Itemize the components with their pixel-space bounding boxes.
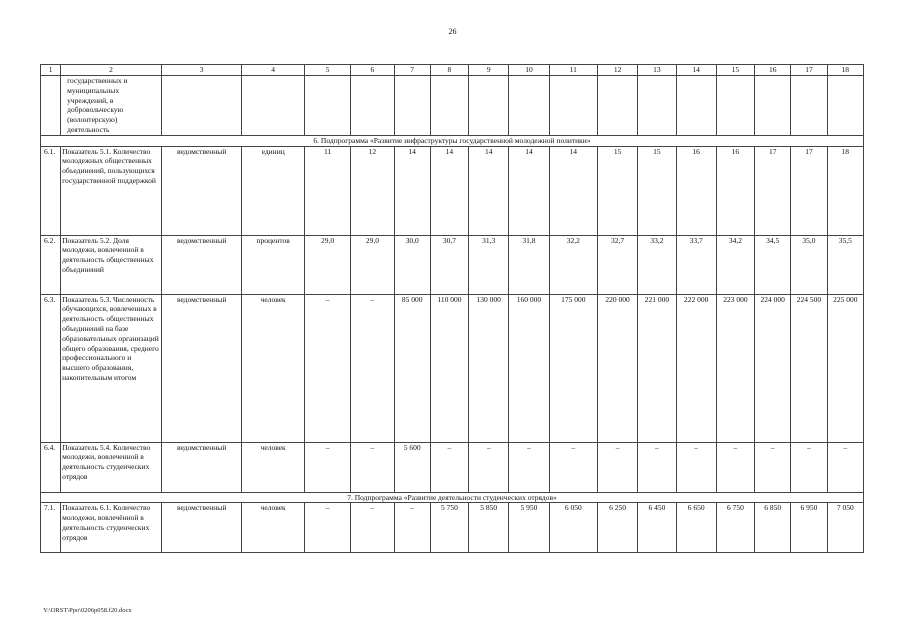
row-number: 6.4. — [41, 442, 61, 492]
value-cell: – — [509, 442, 549, 492]
value-cell: 110 000 — [430, 294, 468, 442]
value-cell: 6 850 — [755, 503, 791, 553]
value-cell: 34,2 — [716, 235, 754, 294]
value-cell: 6 650 — [676, 503, 716, 553]
value-cell: 85 000 — [394, 294, 430, 442]
value-cell: 223 000 — [716, 294, 754, 442]
value-cell: 11 — [304, 146, 350, 235]
col-num-4: 4 — [242, 65, 304, 76]
value-cell: 16 — [676, 146, 716, 235]
indicator-type: ведомственный — [161, 235, 242, 294]
col-num-11: 11 — [549, 65, 597, 76]
value-cell: 222 000 — [676, 294, 716, 442]
indicator-name: Показатель 5.1. Количество молодежных общественных объединений, пользующихся государственной поддержкой — [61, 146, 162, 235]
value-cell: 12 — [351, 146, 394, 235]
value-cell: – — [827, 442, 863, 492]
value-cell: 29,0 — [351, 235, 394, 294]
col-num-10: 10 — [509, 65, 549, 76]
col-num-5: 5 — [304, 65, 350, 76]
value-cell: 35,5 — [827, 235, 863, 294]
col-num-13: 13 — [638, 65, 676, 76]
value-cell: 175 000 — [549, 294, 597, 442]
value-cell: 31,3 — [469, 235, 509, 294]
value-cell: 15 — [597, 146, 637, 235]
value-cell: 14 — [549, 146, 597, 235]
value-cell: 6 950 — [791, 503, 827, 553]
value-cell: 34,5 — [755, 235, 791, 294]
indicator-type: ведомственный — [161, 442, 242, 492]
row-number: 6.3. — [41, 294, 61, 442]
value-cell: 5 950 — [509, 503, 549, 553]
value-cell: 160 000 — [509, 294, 549, 442]
continuation-text: государственных и муниципальных учреждений, в добровольческую (волонтерскую) деятельность — [61, 76, 162, 136]
value-cell: 30,0 — [394, 235, 430, 294]
value-cell: – — [676, 442, 716, 492]
value-cell: 225 000 — [827, 294, 863, 442]
table-row — [41, 442, 864, 492]
indicator-name: Показатель 6.1. Количество молодежи, вовлечённой в деятельность студенческих отрядов — [61, 503, 162, 553]
indicator-type: ведомственный — [161, 146, 242, 235]
col-num-3: 3 — [161, 65, 242, 76]
col-num-15: 15 — [716, 65, 754, 76]
value-cell: – — [304, 503, 350, 553]
value-cell: 35,0 — [791, 235, 827, 294]
value-cell: 33,7 — [676, 235, 716, 294]
indicator-unit: человек — [242, 294, 304, 442]
value-cell: 32,7 — [597, 235, 637, 294]
value-cell: 15 — [638, 146, 676, 235]
col-num-16: 16 — [755, 65, 791, 76]
section-row-7 — [41, 492, 864, 503]
col-num-2: 2 — [61, 65, 162, 76]
indicator-unit: человек — [242, 503, 304, 553]
value-cell: – — [430, 442, 468, 492]
indicator-unit: человек — [242, 442, 304, 492]
table-row — [41, 294, 864, 442]
indicator-type: ведомственный — [161, 294, 242, 442]
indicator-name: Показатель 5.2. Доля молодежи, вовлеченной в деятельность общественных объединений — [61, 235, 162, 294]
value-cell: 32,2 — [549, 235, 597, 294]
value-cell: 31,8 — [509, 235, 549, 294]
value-cell: – — [638, 442, 676, 492]
value-cell: 14 — [469, 146, 509, 235]
table-row-continuation — [41, 76, 864, 136]
indicator-unit: единиц — [242, 146, 304, 235]
section-row-6 — [41, 135, 864, 146]
col-num-17: 17 — [791, 65, 827, 76]
value-cell: – — [394, 503, 430, 553]
value-cell: 221 000 — [638, 294, 676, 442]
value-cell: 130 000 — [469, 294, 509, 442]
indicator-type: ведомственный — [161, 503, 242, 553]
col-num-18: 18 — [827, 65, 863, 76]
value-cell: 33,2 — [638, 235, 676, 294]
value-cell: 6 250 — [597, 503, 637, 553]
col-num-12: 12 — [597, 65, 637, 76]
table-row — [41, 503, 864, 553]
value-cell: – — [549, 442, 597, 492]
value-cell: 14 — [509, 146, 549, 235]
value-cell: 14 — [394, 146, 430, 235]
col-num-8: 8 — [430, 65, 468, 76]
value-cell: 220 000 — [597, 294, 637, 442]
value-cell: 5 600 — [394, 442, 430, 492]
value-cell: 29,0 — [304, 235, 350, 294]
value-cell: 16 — [716, 146, 754, 235]
value-cell: 17 — [791, 146, 827, 235]
value-cell: – — [304, 442, 350, 492]
value-cell: 5 850 — [469, 503, 509, 553]
indicator-name: Показатель 5.3. Численность обучающихся, вовлеченных в деятельность общественных объединений на базе образовательных организаций общего образования, среднего профессионального и высшего образования, накопительным итогом — [61, 294, 162, 442]
file-path-footer: Y:\ORST\Ppo\0206p058.f20.docx — [43, 607, 132, 614]
indicators-table-container — [40, 64, 864, 553]
value-cell: 6 450 — [638, 503, 676, 553]
indicators-table — [40, 64, 864, 553]
value-cell: – — [791, 442, 827, 492]
value-cell: 7 050 — [827, 503, 863, 553]
value-cell: – — [716, 442, 754, 492]
value-cell: – — [304, 294, 350, 442]
value-cell: – — [597, 442, 637, 492]
value-cell: 17 — [755, 146, 791, 235]
table-row — [41, 146, 864, 235]
value-cell: – — [469, 442, 509, 492]
value-cell: 6 750 — [716, 503, 754, 553]
value-cell: 18 — [827, 146, 863, 235]
col-num-1: 1 — [41, 65, 61, 76]
value-cell: 224 500 — [791, 294, 827, 442]
row-number: 6.1. — [41, 146, 61, 235]
value-cell: – — [351, 442, 394, 492]
col-num-9: 9 — [469, 65, 509, 76]
col-num-14: 14 — [676, 65, 716, 76]
col-num-6: 6 — [351, 65, 394, 76]
value-cell: – — [755, 442, 791, 492]
row-number: 7.1. — [41, 503, 61, 553]
table-row — [41, 235, 864, 294]
value-cell: 30,7 — [430, 235, 468, 294]
column-number-row — [41, 65, 864, 76]
indicator-unit: процентов — [242, 235, 304, 294]
page-number: 26 — [448, 27, 457, 36]
section-6-title: 6. Подпрограмма «Развитие инфраструктуры государственной молодежной политики» — [41, 135, 864, 146]
section-7-title: 7. Подпрограмма «Развитие деятельности студенческих отрядов» — [41, 492, 864, 503]
value-cell: 14 — [430, 146, 468, 235]
value-cell: 224 000 — [755, 294, 791, 442]
value-cell: – — [351, 503, 394, 553]
value-cell: 5 750 — [430, 503, 468, 553]
value-cell: – — [351, 294, 394, 442]
row-number: 6.2. — [41, 235, 61, 294]
col-num-7: 7 — [394, 65, 430, 76]
value-cell: 6 050 — [549, 503, 597, 553]
indicator-name: Показатель 5.4. Количество молодежи, вовлеченной в деятельность студенческих отрядов — [61, 442, 162, 492]
